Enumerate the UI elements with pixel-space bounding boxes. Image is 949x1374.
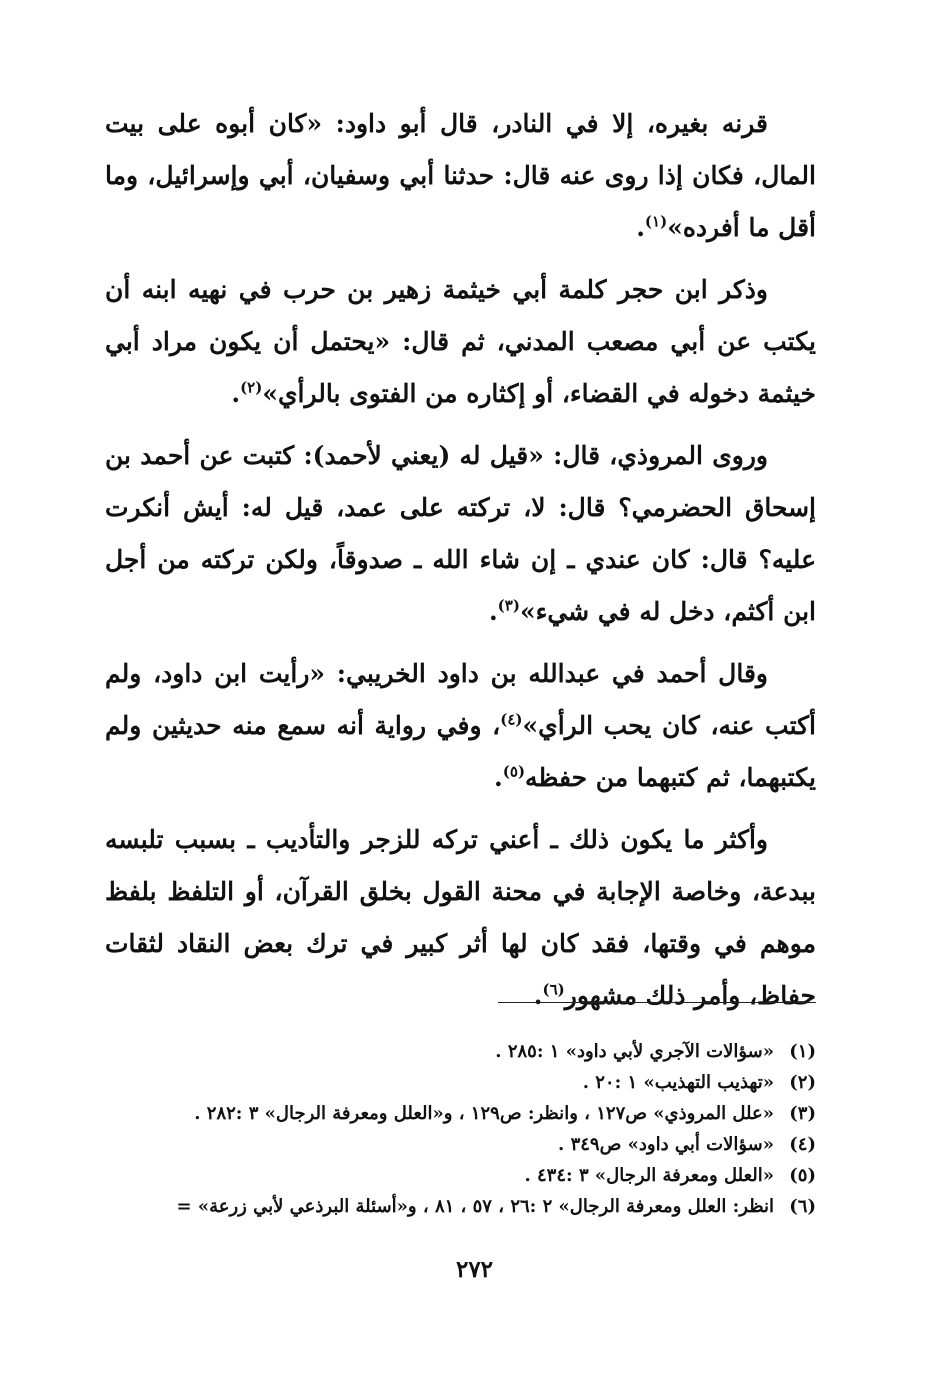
paragraph-1 <box>105 98 816 254</box>
footnote-5 <box>105 1160 816 1191</box>
footnote-text: «سؤالات أبي داود» ص٣٤٩ . <box>558 1134 774 1155</box>
page-number: ٢٧٢ <box>455 1256 494 1283</box>
footnote-ref: (٥) <box>502 762 526 781</box>
paragraph-text: وذكر ابن حجر كلمة أبي خيثمة زهير بن حرب في نهيه ابنه أن يكتب عن أبي مصعب المدني، ثم قال: «يحتمل أن يكون مراد أبي خيثمة دخوله في القضاء، أو إكثاره من الفتوى بالرأي» <box>105 275 816 408</box>
paragraph-text: وقال أحمد في عبدالله بن داود الخريبي: «رأيت ابن داود، ولم أكتب عنه، كان يحب الرأي» <box>105 659 816 740</box>
footnote-ref: (١) <box>644 212 668 231</box>
footnote-number: (٤) <box>789 1134 816 1155</box>
paragraph-end: . <box>533 981 543 1010</box>
footnote-ref: (٦) <box>542 980 565 999</box>
footnote-6 <box>105 1191 816 1222</box>
footnote-ref: (٣) <box>497 596 520 615</box>
paragraph-end: . <box>488 597 498 626</box>
paragraph-end: . <box>636 213 645 242</box>
paragraph-4 <box>105 648 816 804</box>
footnote-number: (١) <box>789 1041 816 1062</box>
paragraph-text: قرنه بغيره، إلا في النادر، قال أبو داود: «كان أبوه على بيت المال، فكان إذا روى عنه قال: حدثنا أبي وسفيان، أبي وإسرائيل، وما أقل ما أفرده» <box>105 109 816 242</box>
paragraph-end: . <box>494 763 503 792</box>
footnotes <box>105 1036 816 1222</box>
footnote-separator <box>498 1002 816 1003</box>
footnote-text: «تهذيب التهذيب» ١ :٢٠ . <box>582 1072 774 1093</box>
footnote-ref: (٢) <box>240 378 263 397</box>
footnote-number: (٦) <box>789 1196 816 1217</box>
footnote-text: «علل المروذي» ص١٢٧ ، وانظر: ص١٢٩ ، و«العلل ومعرفة الرجال» ٣ :٢٨٢ . <box>194 1103 774 1124</box>
footnote-text: «سؤالات الآجري لأبي داود» ١ :٢٨٥ . <box>495 1041 774 1062</box>
footnote-text: «العلل ومعرفة الرجال» ٣ :٤٣٤ . <box>524 1165 774 1186</box>
footnote-text: انظر: العلل ومعرفة الرجال» ٢ :٢٦ ، ٥٧ ، ٨١ ، و«أسئلة البرذعي لأبي زرعة» = <box>176 1196 774 1217</box>
paragraph-5 <box>105 814 816 1022</box>
footnote-3 <box>105 1098 816 1129</box>
footnote-4 <box>105 1129 816 1160</box>
paragraph-text: وأكثر ما يكون ذلك ـ أعني تركه للزجر والتأديب ـ بسبب تلبسه ببدعة، وخاصة الإجابة في محنة القول بخلق القرآن، أو التلفظ بلفظ موهم في وقتها، فقد كان لها أثر كبير في ترك بعض النقاد لثقات حفاظ، وأمر ذلك مشهور <box>105 825 816 1010</box>
paragraph-text: وروى المروذي، قال: «قيل له (يعني لأحمد): كتبت عن أحمد بن إسحاق الحضرمي؟ قال: لا، تركته على عمد، قيل له: أيش أنكرت عليه؟ قال: كان عندي ـ إن شاء الله ـ صدوقاً، ولكن تركته من أجل ابن أكثم، دخل له في شيء» <box>105 441 816 626</box>
paragraph-end: . <box>231 379 241 408</box>
paragraph-2 <box>105 264 816 420</box>
footnote-number: (٣) <box>789 1103 816 1124</box>
footnote-number: (٥) <box>789 1165 816 1186</box>
footnote-ref: (٤) <box>500 710 523 729</box>
footnote-number: (٢) <box>789 1072 816 1093</box>
paragraph-text-continued: ، وفي رواية أنه سمع منه حديثين ولم يكتبهما، ثم كتبهما من حفظه <box>105 711 816 792</box>
paragraph-3 <box>105 430 816 638</box>
main-text <box>105 98 816 1032</box>
footnote-1 <box>105 1036 816 1067</box>
footnote-2 <box>105 1067 816 1098</box>
